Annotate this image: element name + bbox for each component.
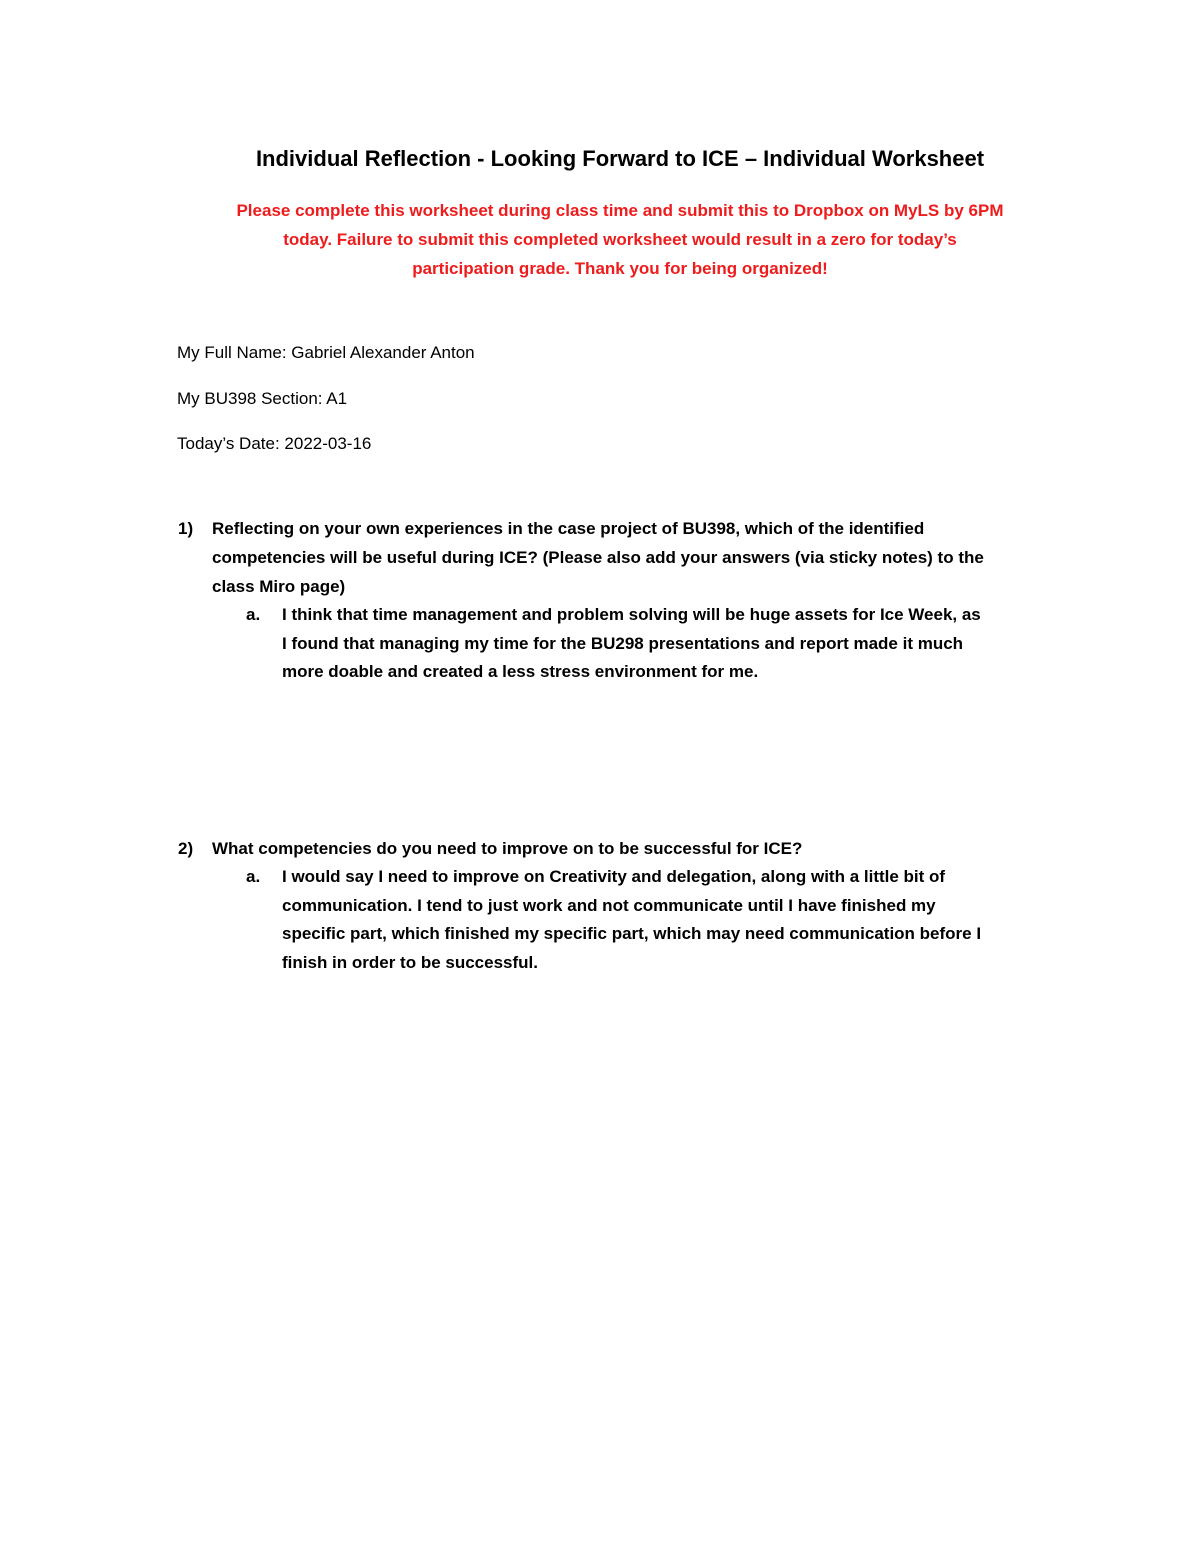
question-line: class Miro page) [212,577,346,596]
instructions-line: Please complete this worksheet during class time and submit this to Dropbox on MyLS by 6PM [236,201,1004,220]
answer-letter: a. [246,867,261,886]
question-text [212,834,802,863]
question-line: What competencies do you need to improve on to be successful for ICE? [212,839,803,858]
answer-text [282,863,981,977]
question-line: Reflecting on your own experiences in the case project of BU398, which of the identified [212,519,925,538]
instructions-line: today. Failure to submit this completed worksheet would result in a zero for today’s [283,230,957,249]
instructions-line: participation grade. Thank you for being organized! [412,259,828,278]
instructions-text [170,196,1070,283]
question-text [212,514,984,601]
document-title: Individual Reflection - Looking Forward to ICE – Individual Worksheet [255,146,985,171]
answer-line: specific part, which finished my specific part, which may need communication before I [282,924,982,943]
answer-line: more doable and created a less stress environment for me. [282,662,759,681]
answer-line: communication. I tend to just work and not communicate until I have finished my [282,895,936,915]
answer-text [282,601,981,687]
answer-line: I would say I need to improve on Creativity and delegation, along with a little bit of [282,867,946,886]
answer-letter: a. [246,605,261,624]
question-line: competencies will be useful during ICE? (Please also add your answers (via sticky notes) to the [212,548,984,567]
question-number: 1) [178,519,194,538]
answer-line: finish in order to be successful. [282,952,538,972]
section-field: My BU398 Section: A1 [177,389,348,408]
answer-line: I think that time management and problem solving will be huge assets for Ice Week, as [282,605,981,624]
full-name-field: My Full Name: Gabriel Alexander Anton [177,343,475,362]
question-number: 2) [178,839,194,858]
answer-line: I found that managing my time for the BU298 presentations and report made it much [282,633,964,653]
date-field: Today’s Date: 2022-03-16 [177,434,372,453]
